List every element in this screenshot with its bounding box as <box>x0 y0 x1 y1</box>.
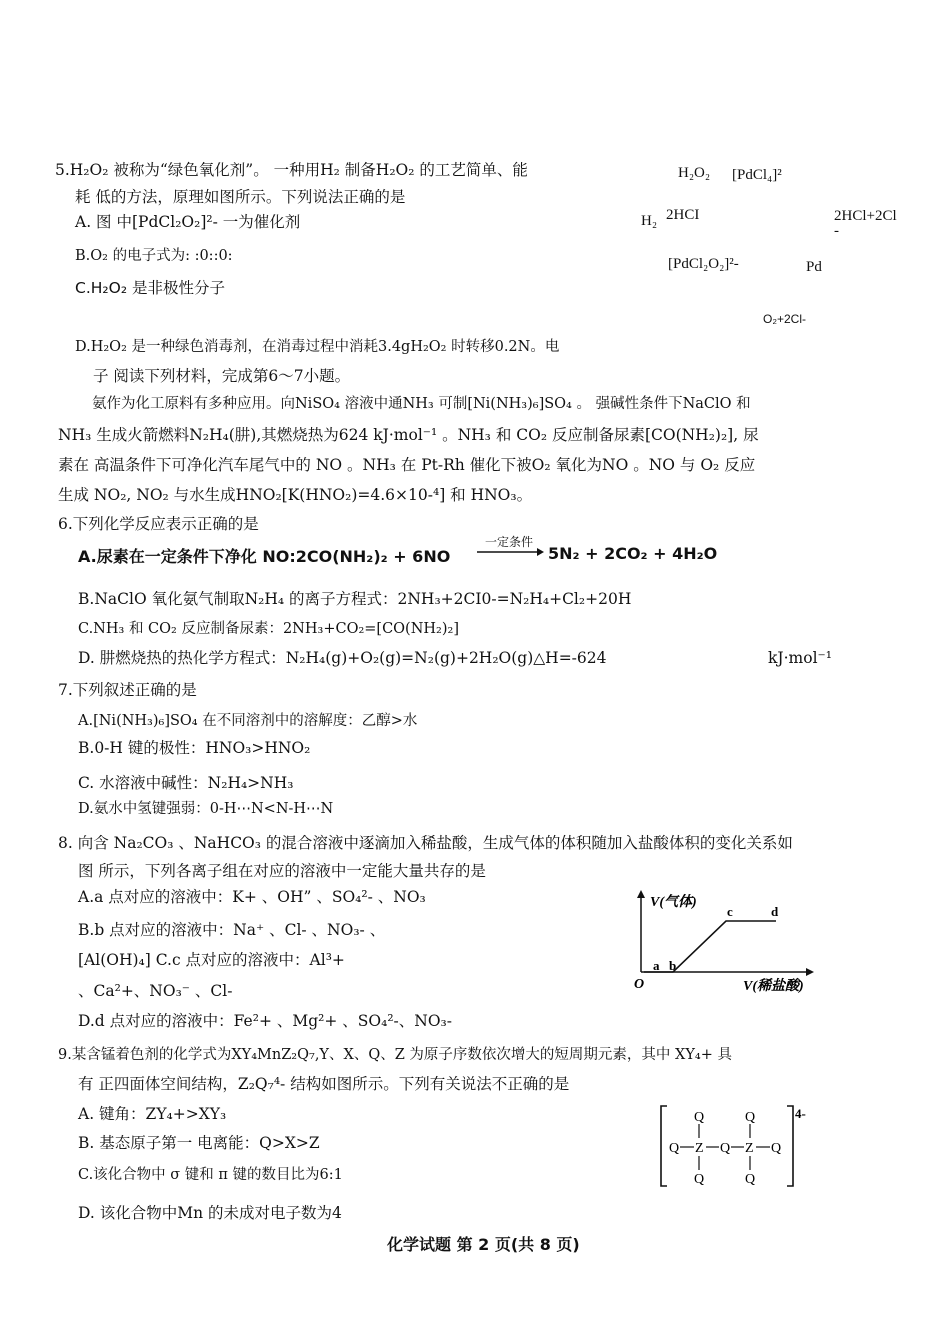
struct-q-bottom-right: Q <box>745 1172 756 1187</box>
diagram-2hcl-2cl: 2HCl+2Cl <box>834 208 897 224</box>
graph-point-a: a <box>653 958 660 973</box>
q9-option-d: D. 该化合物中Mn 的未成对电子数为4 <box>78 1204 342 1222</box>
q6-option-a-eq-right: 5N₂ + 2CO₂ + 4H₂O <box>548 544 718 563</box>
q9-option-c: C.该化合物中 σ 键和 π 键的数目比为6:1 <box>78 1167 343 1183</box>
graph-x-arrow <box>806 968 814 976</box>
diagram-h2o2: H₂O₂ <box>678 165 711 181</box>
q6-option-a-prefix: A.尿素在一定条件下净化 <box>78 547 257 566</box>
q8-option-d: D.d 点对应的溶液中：Fe²+ 、Mg²+ 、SO₄²-、NO₃- <box>78 1012 452 1030</box>
q9-stem-line1: 9.某含锰着色剂的化学式为XY₄MnZ₂Q₇,Y、X、Q、Z 为原子序数依次增大的短周期元素，其中 XY₄+ 具 <box>58 1047 732 1063</box>
q7-stem: 7.下列叙述正确的是 <box>58 681 197 699</box>
graph-ylabel: V(气体) <box>650 895 697 910</box>
q9-option-b: B. 基态原子第一 电离能：Q>X>Z <box>78 1134 320 1152</box>
graph-xlabel: V(稀盐酸) <box>743 979 804 994</box>
struct-q-bottom-left: Q <box>694 1172 705 1187</box>
graph-origin: O <box>634 977 645 992</box>
q6-option-d-unit: kJ·mol⁻¹ <box>768 649 832 667</box>
q6-option-b: B.NaClO 氧化氨气制取N₂H₄ 的离子方程式：2NH₃+2CI0-=N₂H₄+Cl₂+20H <box>78 590 632 608</box>
q7-option-d: D.氨水中氢键强弱：0-H⋯N<N-H⋯N <box>78 801 334 817</box>
q6-option-c: C.NH₃ 和 CO₂ 反应制备尿素：2NH₃+CO₂=[CO(NH₂)₂] <box>78 621 459 637</box>
q8-gas-volume-graph <box>628 888 828 998</box>
q5-option-b: B.O₂ 的电子式为: :0::0: <box>75 248 233 264</box>
struct-z-right: Z <box>745 1141 754 1156</box>
reaction-arrow <box>475 534 545 560</box>
q5-option-a: A. 图 中[PdCl₂O₂]²- 一为催化剂 <box>75 213 301 231</box>
z2q7-structure <box>655 1100 825 1192</box>
graph-point-d: d <box>771 904 779 919</box>
q6-option-a-eq-left: NO:2CO(NH₂)₂ + 6NO <box>262 547 451 566</box>
q7-option-a: A.[Ni(NH₃)₆]SO₄ 在不同溶剂中的溶解度：乙醇>水 <box>78 713 418 729</box>
q5-option-c: C.H₂O₂ 是非极性分子 <box>75 279 225 297</box>
q9-stem-line2: 有 正四面体空间结构，Z₂Q₇⁴- 结构如图所示。下列有关说法不正确的是 <box>78 1075 570 1093</box>
q8-stem-line1: 8. 向含 Na₂CO₃ 、NaHCO₃ 的混合溶液中逐滴加入稀盐酸，生成气体的体积随加入盐酸体积的变化关系如 <box>58 834 793 852</box>
struct-left-bracket <box>661 1106 667 1186</box>
q7-option-b: B.0-H 键的极性：HNO₃>HNO₂ <box>78 739 311 757</box>
passage-line1: 氨作为化工原料有多种应用。向NiSO₄ 溶液中通NH₃ 可制[Ni(NH₃)₆]SO₄ 。 强碱性条件下NaClO 和 <box>92 396 751 412</box>
q8-option-a: A.a 点对应的溶液中：K+ 、OH” 、SO₄²- 、NO₃ <box>78 888 426 906</box>
q5-option-d-cont: 子 阅读下列材料，完成第6～7小题。 <box>93 367 351 385</box>
q8-option-b: B.b 点对应的溶液中：Na⁺ 、Cl- 、NO₃- 、 <box>78 921 386 939</box>
q7-option-c: C. 水溶液中碱性：N₂H₄>NH₃ <box>78 774 294 792</box>
page-footer: 化学试题 第 2 页(共 8 页) <box>387 1235 580 1254</box>
diagram-dash: - <box>834 223 839 239</box>
struct-charge: 4- <box>795 1106 806 1121</box>
struct-q-left: Q <box>669 1141 680 1156</box>
diagram-h2: H₂ <box>641 213 658 229</box>
q5-stem-line2: 耗 低的方法，原理如图所示。下列说法正确的是 <box>75 188 406 206</box>
q8-option-c-cont: 、Ca²+、NO₃⁻ 、Cl- <box>78 982 233 1000</box>
graph-point-c: c <box>727 904 733 919</box>
struct-right-bracket <box>787 1106 793 1186</box>
q6-option-a <box>78 544 450 567</box>
graph-curve <box>644 921 776 972</box>
q8-stem-line2: 图 所示，下列各离子组在对应的溶液中一定能大量共存的是 <box>78 862 486 880</box>
graph-y-arrow <box>637 890 645 898</box>
diagram-pdcl2o2: [PdCl₂O₂]²- <box>668 256 739 272</box>
q6-stem: 6.下列化学反应表示正确的是 <box>58 515 259 533</box>
passage-line2: NH₃ 生成火箭燃料N₂H₄(肼),其燃烧热为624 kJ·mol⁻¹ 。NH₃ 和 CO₂ 反应制备尿素[CO(NH₂)₂], 尿 <box>58 426 759 444</box>
struct-q-bridge: Q <box>720 1141 731 1156</box>
q6-option-d: D. 肼燃烧热的热化学方程式：N₂H₄(g)+O₂(g)=N₂(g)+2H₂O(g)△H=-624 <box>78 649 607 667</box>
diagram-pd: Pd <box>806 259 822 275</box>
passage-line4: 生成 NO₂, NO₂ 与水生成HNO₂[K(HNO₂)=4.6×10-⁴] 和 HNO₃。 <box>58 486 533 504</box>
graph-point-b: b <box>669 958 677 973</box>
diagram-2hcl: 2HCI <box>666 207 700 223</box>
q5-stem-line1: 5.H₂O₂ 被称为“绿色氧化剂”。 一种用H₂ 制备H₂O₂ 的工艺简单、能 <box>55 161 528 179</box>
struct-q-right: Q <box>771 1141 782 1156</box>
reaction-condition: 一定条件 <box>484 535 534 549</box>
struct-q-top-left: Q <box>694 1110 705 1125</box>
q9-option-a: A. 键角：ZY₄+>XY₃ <box>78 1105 227 1123</box>
struct-z-left: Z <box>695 1141 704 1156</box>
q5-option-d: D.H₂O₂ 是一种绿色消毒剂，在消毒过程中消耗3.4gH₂O₂ 时转移0.2N。电 <box>75 339 560 355</box>
diagram-pdcl4: [PdCl₄]² <box>732 167 782 183</box>
passage-line3: 素在 高温条件下可净化汽车尾气中的 NO 。NH₃ 在 Pt-Rh 催化下被O₂ 氧化为NO 。NO 与 O₂ 反应 <box>58 456 756 474</box>
struct-q-top-right: Q <box>745 1110 756 1125</box>
diagram-o2-2cl: O₂+2Cl- <box>763 312 807 326</box>
q8-option-b-cont: [Al(OH)₄] C.c 点对应的溶液中：Al³+ <box>78 951 345 969</box>
